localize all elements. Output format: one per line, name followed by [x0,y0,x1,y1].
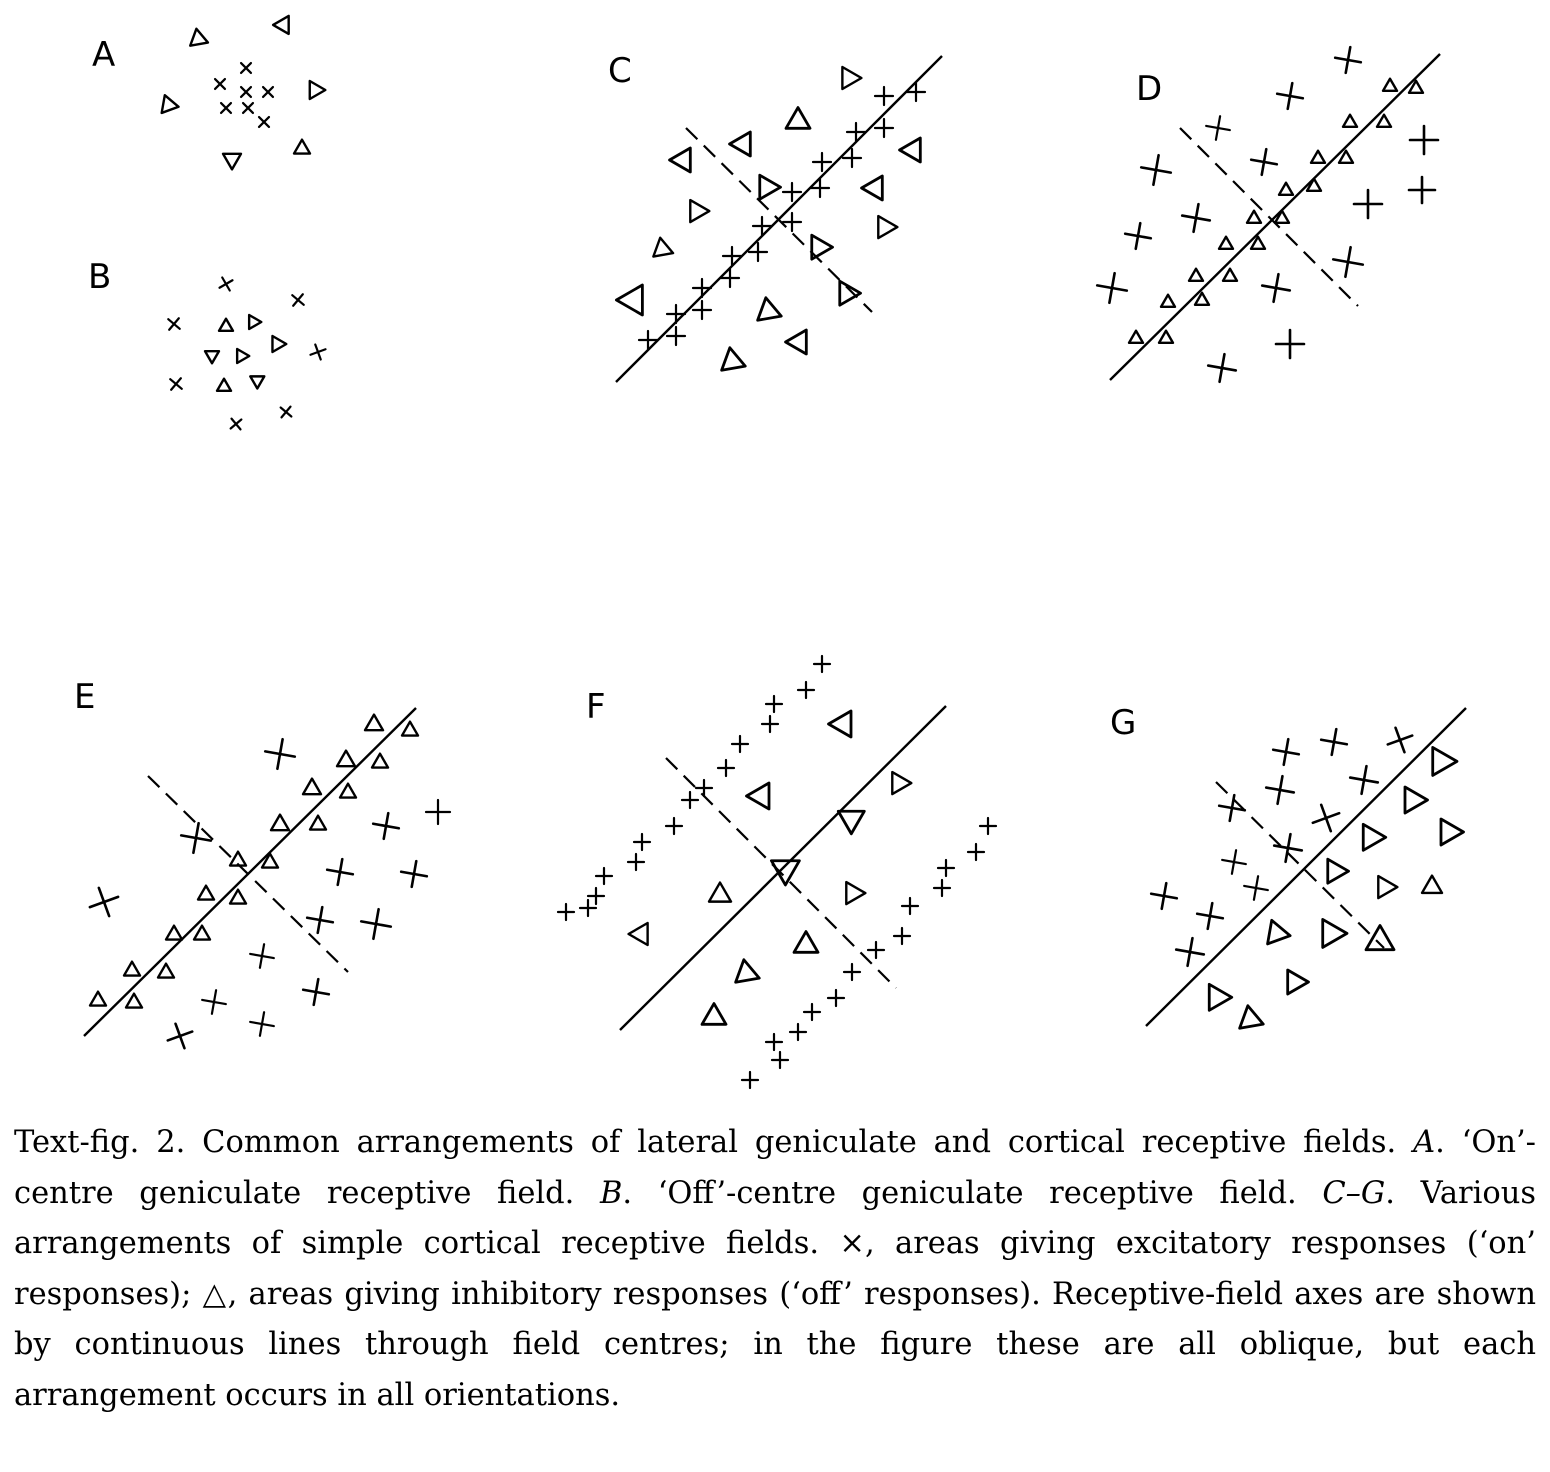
excitatory-cross-mark [558,904,574,920]
inhibitory-triangle-mark [801,229,832,259]
excitatory-cross-mark [732,736,748,752]
excitatory-cross-mark [667,305,685,323]
excitatory-cross-mark [766,696,782,712]
dashed-line-d [1180,128,1358,306]
inhibitory-triangle-mark [749,169,780,199]
excitatory-cross-mark [226,414,246,434]
inhibitory-triangle-mark [365,715,383,731]
inhibitory-triangle-mark [1129,331,1143,343]
inhibitory-triangle-mark [272,336,286,352]
excitatory-cross-mark [258,82,278,102]
inhibitory-triangle-mark [1223,269,1237,281]
inhibitory-triangle-mark [158,964,174,978]
excitatory-cross-mark [1249,147,1279,177]
excitatory-cross-mark [163,313,184,334]
inhibitory-triangle-mark [1317,853,1348,883]
panel-label-b: B [88,257,112,297]
inhibitory-triangle-mark [670,148,691,172]
excitatory-cross-mark [753,217,771,235]
inhibitory-triangle-mark [862,176,883,200]
excitatory-cross-mark [426,800,450,824]
inhibitory-triangle-mark [869,211,898,238]
excitatory-cross-mark [210,74,230,94]
excitatory-cross-mark [1264,774,1296,806]
excitatory-cross-mark [875,87,893,105]
inhibitory-triangle-mark [271,815,289,831]
excitatory-cross-mark [798,682,814,698]
excitatory-cross-mark [762,716,778,732]
excitatory-cross-mark [1383,723,1416,756]
caption-panel-b: B [600,1175,623,1211]
axis-line-f [620,706,946,1030]
excitatory-cross-mark [216,274,236,294]
excitatory-cross-mark [236,82,256,102]
excitatory-cross-mark [263,737,298,772]
excitatory-cross-mark [639,331,657,349]
excitatory-cross-mark [287,289,308,310]
inhibitory-triangle-mark [1159,331,1173,343]
inhibitory-triangle-mark [262,854,278,868]
inhibitory-triangle-mark [754,296,781,321]
excitatory-cross-mark [938,860,954,876]
inhibitory-triangle-mark [237,349,249,363]
inhibitory-triangle-mark [273,11,296,33]
excitatory-cross-mark [868,942,884,958]
excitatory-cross-mark [1410,126,1438,154]
dashed-line-f [666,758,896,988]
inhibitory-triangle-mark [1279,183,1293,195]
inhibitory-triangle-mark [1219,237,1233,249]
excitatory-cross-mark [847,123,865,141]
inhibitory-triangle-mark [718,346,745,371]
inhibitory-triangle-mark [883,767,912,794]
inhibitory-triangle-mark [616,285,642,315]
inhibitory-triangle-mark [900,138,921,162]
excitatory-cross-mark [628,854,644,870]
inhibitory-triangle-mark [746,783,769,809]
inhibitory-triangle-mark [90,992,106,1006]
caption-panel-a: A [1413,1125,1436,1160]
excitatory-cross-mark [588,888,604,904]
excitatory-cross-mark [682,792,698,808]
excitatory-cross-mark [894,928,910,944]
excitatory-cross-mark [301,977,331,1007]
excitatory-cross-mark [742,1072,758,1088]
excitatory-cross-mark [163,1019,196,1052]
inhibitory-triangle-mark [702,1004,726,1025]
excitatory-cross-mark [1206,352,1238,384]
excitatory-cross-mark [1095,271,1130,306]
excitatory-cross-mark [721,269,739,287]
excitatory-cross-mark [179,821,214,856]
caption-text-4: . Various arrangements of simple cortical receptive fields. ×, areas giving excitatory responses (‘on’ responses); △, areas giving inhibitory responses (‘off’ responses). Receptive-field axes are shown by continuous lines through field centres; in the figure these are all oblique, but each arrangement occurs in all orientations. [14,1175,1537,1413]
excitatory-cross-mark [718,760,734,776]
inhibitory-triangle-mark [402,722,418,736]
excitatory-cross-mark [693,279,711,297]
excitatory-cross-mark [980,818,996,834]
inhibitory-triangle-mark [310,816,326,830]
excitatory-cross-mark [1354,190,1382,218]
inhibitory-triangle-mark [124,962,140,976]
inhibitory-triangle-mark [340,784,356,798]
excitatory-cross-mark [85,883,123,921]
inhibitory-triangle-mark [764,849,799,885]
excitatory-cross-mark [783,213,801,231]
excitatory-cross-mark [814,656,830,672]
excitatory-cross-mark [790,1024,806,1040]
excitatory-cross-mark [371,811,401,841]
inhibitory-triangle-mark [732,958,759,983]
inhibitory-triangle-mark [217,379,231,391]
axis-line-g [1146,708,1466,1026]
inhibitory-triangle-mark [1352,818,1386,850]
inhibitory-triangle-mark [650,236,673,257]
excitatory-cross-mark [165,373,186,394]
caption-panel-cg: C–G [1322,1175,1386,1211]
excitatory-cross-mark [325,857,355,887]
excitatory-cross-mark [1409,177,1435,203]
excitatory-cross-mark [828,990,844,1006]
excitatory-cross-mark [359,907,394,942]
excitatory-cross-mark [1149,881,1179,911]
excitatory-cross-mark [772,1052,788,1068]
inhibitory-triangle-mark [1405,787,1428,813]
inhibitory-triangle-mark [681,195,710,222]
inhibitory-triangle-mark [310,81,326,99]
excitatory-cross-mark [399,859,429,889]
inhibitory-triangle-mark [1422,876,1442,893]
inhibitory-triangle-mark [1260,916,1290,944]
excitatory-cross-mark [276,402,296,422]
inhibitory-triangle-mark [828,711,851,737]
excitatory-cross-mark [902,898,918,914]
excitatory-cross-mark [1331,245,1366,280]
inhibitory-triangle-mark [198,886,214,900]
excitatory-cross-mark [1308,800,1344,836]
inhibitory-triangle-mark [832,800,864,834]
inhibitory-triangle-mark [709,883,731,902]
excitatory-cross-mark [934,880,950,896]
inhibitory-triangle-mark [126,994,142,1008]
excitatory-cross-mark [804,1004,820,1020]
excitatory-cross-mark [1242,874,1270,902]
inhibitory-triangle-mark [786,330,807,354]
excitatory-cross-mark [1139,153,1174,188]
figure-caption [14,1118,1536,1421]
inhibitory-triangle-mark [156,92,178,113]
inhibitory-triangle-mark [219,319,233,331]
inhibitory-triangle-mark [629,923,648,945]
inhibitory-triangle-mark [837,877,866,904]
excitatory-cross-mark [968,844,984,860]
inhibitory-triangle-mark [250,370,267,388]
inhibitory-triangle-mark [1161,295,1175,307]
inhibitory-triangle-mark [1377,115,1391,127]
excitatory-cross-mark [248,942,276,970]
excitatory-cross-mark [248,1010,276,1038]
inhibitory-triangle-mark [1189,269,1203,281]
inhibitory-triangle-mark [1236,1004,1263,1029]
excitatory-cross-mark [766,1034,782,1050]
excitatory-cross-mark [308,342,329,363]
inhibitory-triangle-mark [829,275,860,305]
inhibitory-triangle-mark [1383,79,1397,91]
excitatory-cross-mark [1272,832,1304,864]
excitatory-cross-mark [907,83,925,101]
excitatory-cross-mark [1275,81,1305,111]
inhibitory-triangle-mark [1288,970,1309,994]
excitatory-cross-mark [216,98,236,118]
axis-line-e [84,708,416,1036]
caption-text-2: . ‘On’-centre geniculate receptive field. [14,1125,1536,1211]
inhibitory-triangle-mark [1366,925,1394,949]
inhibitory-triangle-mark [294,140,310,154]
excitatory-cross-mark [666,818,682,834]
response-marks [85,11,1464,1088]
excitatory-cross-mark [844,964,860,980]
inhibitory-triangle-mark [223,154,241,170]
excitatory-cross-mark [1220,848,1248,876]
excitatory-cross-mark [1260,272,1292,304]
excitatory-cross-mark [1195,901,1225,931]
panel-label-a: A [92,35,116,75]
excitatory-cross-mark [1204,114,1232,142]
excitatory-cross-mark [1123,221,1153,251]
inhibitory-triangle-mark [1311,912,1347,947]
excitatory-cross-mark [1348,764,1380,796]
inhibitory-triangle-mark [303,779,321,795]
excitatory-cross-mark [305,905,335,935]
inhibitory-triangle-mark [1311,151,1325,163]
excitatory-cross-mark [238,98,258,118]
excitatory-cross-mark [580,900,596,916]
panel-label-d: D [1136,69,1163,109]
inhibitory-triangle-mark [1275,211,1289,223]
dashed-line-g [1216,782,1384,948]
excitatory-cross-mark [254,112,274,132]
excitatory-cross-mark [1319,727,1349,757]
inhibitory-triangle-mark [188,27,208,45]
inhibitory-triangle-mark [730,132,751,156]
excitatory-cross-mark [723,247,741,265]
excitatory-cross-mark [634,834,650,850]
inhibitory-triangle-mark [372,754,388,768]
inhibitory-triangle-mark [842,67,861,89]
excitatory-cross-mark [236,58,256,78]
excitatory-cross-mark [1271,737,1301,767]
inhibitory-triangle-mark [786,108,810,129]
caption-text-3: . ‘Off’-centre geniculate receptive field. [622,1175,1323,1211]
inhibitory-triangle-mark [1441,819,1464,845]
excitatory-cross-mark [200,988,228,1016]
inhibitory-triangle-mark [794,932,818,953]
panel-label-f: F [586,687,606,727]
excitatory-cross-mark [1333,45,1363,75]
panel-label-e: E [74,677,96,717]
excitatory-cross-mark [1276,330,1304,358]
panel-label-c: C [608,51,632,91]
inhibitory-triangle-mark [337,751,355,767]
excitatory-cross-mark [1174,936,1206,968]
inhibitory-triangle-mark [1198,978,1232,1010]
panel-label-g: G [1110,703,1137,743]
panel-labels [74,35,1162,743]
excitatory-cross-mark [596,868,612,884]
excitatory-cross-mark [811,179,829,197]
caption-text-1: Text-fig. 2. Common arrangements of lateral geniculate and cortical receptive fields. [14,1125,1414,1160]
excitatory-cross-mark [1180,202,1212,234]
inhibitory-triangle-mark [194,926,210,940]
excitatory-cross-mark [696,780,712,796]
inhibitory-triangle-mark [1343,115,1357,127]
inhibitory-triangle-mark [1421,740,1457,775]
inhibitory-triangle-mark [166,926,182,940]
inhibitory-triangle-mark [230,890,246,904]
inhibitory-triangle-mark [1369,871,1398,898]
inhibitory-triangle-mark [205,351,219,363]
inhibitory-triangle-mark [1247,211,1261,223]
inhibitory-triangle-mark [249,315,261,329]
